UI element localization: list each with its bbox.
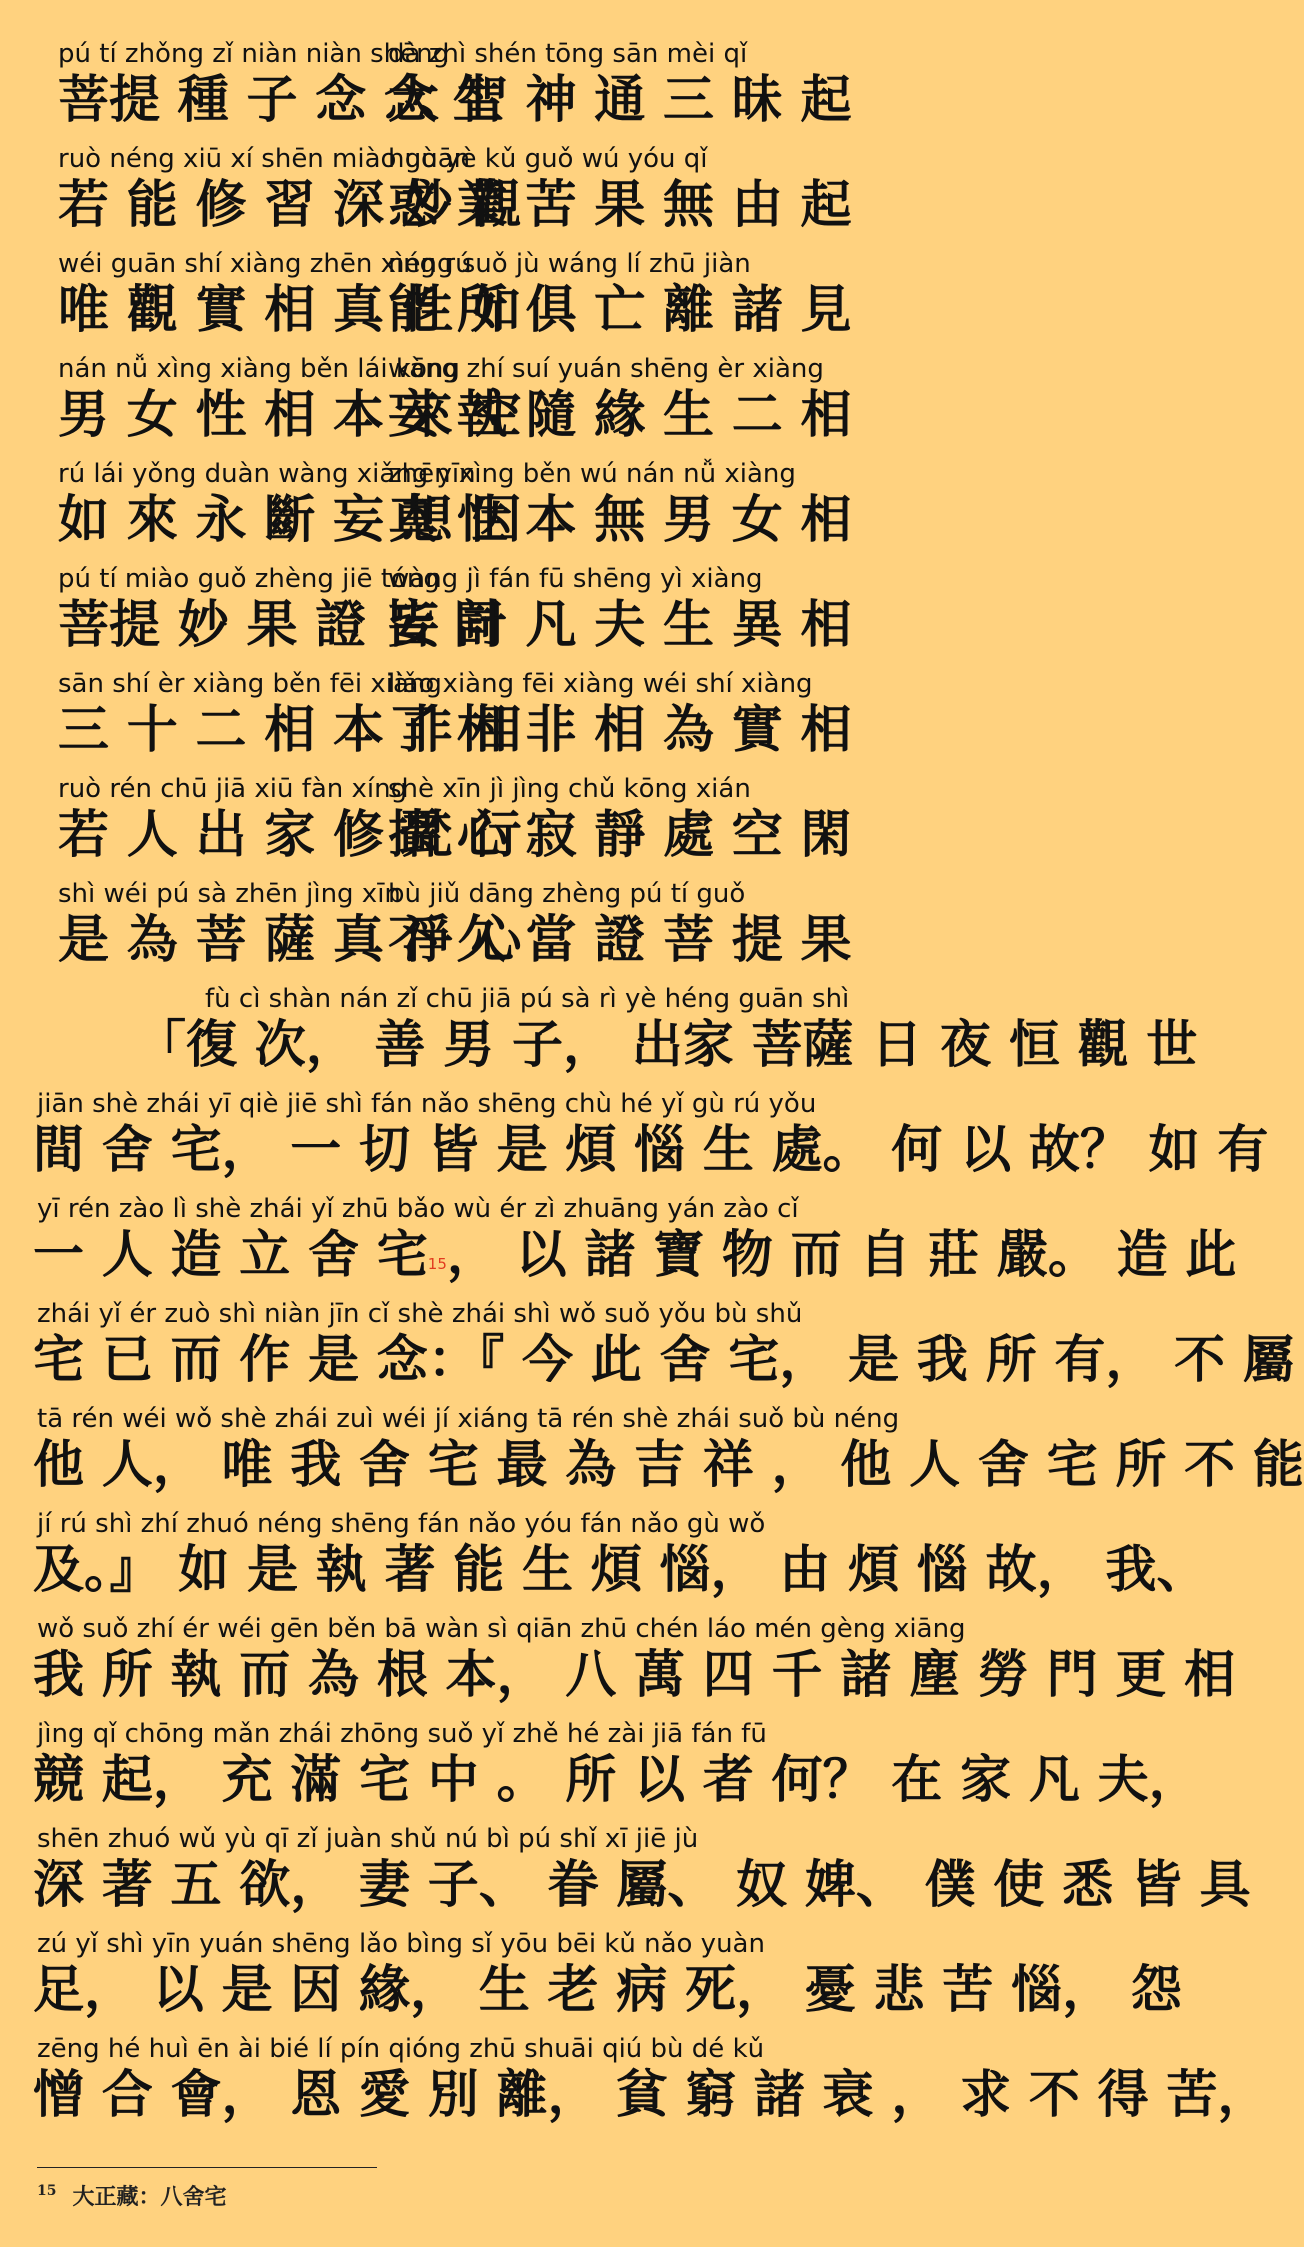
pinyin: jí rú shì zhí zhuó néng shēng fán nǎo yóu fán nǎo gù wǒ (37, 1509, 766, 1539)
pinyin-right: zhēn xìng běn wú nán nǚ xiàng (388, 459, 796, 489)
pinyin-left: pú tí zhǒng zǐ niàn niàn shēng (58, 39, 450, 69)
pinyin-right: bù jiǔ dāng zhèng pú tí guǒ (388, 879, 746, 909)
verse-line (0, 874, 1080, 979)
pinyin-left: sān shí èr xiàng běn fēi xiàng (58, 669, 442, 699)
hanzi: 間 舍 宅， 一 切 皆 是 煩 惱 生 處。 何 以 故？ 如 有 (33, 1121, 1269, 1180)
pinyin-right: wàng zhí suí yuán shēng èr xiàng (388, 354, 824, 384)
hanzi: 我 所 執 而 為 根 本， 八 萬 四 千 諸 塵 勞 門 更 相 (33, 1646, 1236, 1705)
hanzi-left: 菩提 種 子 念 念 生 (58, 71, 504, 130)
hanzi-right: 惑 業 苦 果 無 由 起 (388, 176, 852, 235)
hanzi: 深 著 五 欲， 妻 子、 眷 屬、 奴 婢、 僕 使 悉 皆 具 (33, 1856, 1251, 1915)
hanzi-left: 男 女 性 相 本 來 空 (58, 386, 522, 445)
hanzi: 足， 以 是 因 緣， 生 老 病 死， 憂 悲 苦 惱， 怨 (33, 1961, 1182, 2020)
pinyin: fù cì shàn nán zǐ chū jiā pú sà rì yè héng guān shì (205, 984, 850, 1014)
pinyin: jìng qǐ chōng mǎn zhái zhōng suǒ yǐ zhě hé zài jiā fán fū (37, 1719, 767, 1749)
prose-line (0, 1504, 1208, 1609)
pinyin: zēng hé huì ēn ài bié lí pín qióng zhū shuāi qiú bù dé kǔ (37, 2034, 765, 2064)
verse-line (0, 664, 1080, 769)
hanzi-left: 若 能 修 習 深 妙 觀 (58, 176, 522, 235)
pinyin-right: dà zhì shén tōng sān mèi qǐ (388, 39, 748, 69)
hanzi: 及。』 如 是 執 著 能 生 煩 惱， 由 煩 惱 故， 我、 (33, 1541, 1208, 1600)
pinyin-left: wéi guān shí xiàng zhēn xìng rú (58, 249, 472, 279)
pinyin-right: liǎo xiàng fēi xiàng wéi shí xiàng (388, 669, 813, 699)
pinyin: zú yǐ shì yīn yuán shēng lǎo bìng sǐ yōu bēi kǔ nǎo yuàn (37, 1929, 765, 1959)
prose-line (0, 1714, 1200, 1819)
pinyin-left: rú lái yǒng duàn wàng xiǎng yīn (58, 459, 476, 489)
prose-line (0, 1399, 1304, 1504)
hanzi-right: 攝 心 寂 靜 處 空 閑 (388, 806, 852, 865)
hanzi-part: ， 以 諸 寶 物 而 自 莊 嚴。 造 此 (446, 1226, 1237, 1285)
hanzi: 憎 合 會， 恩 愛 別 離， 貧 窮 諸 衰 ， 求 不 得 苦， (33, 2066, 1269, 2125)
hanzi-right: 妄 執 隨 緣 生 二 相 (388, 386, 852, 445)
pinyin: tā rén wéi wǒ shè zhái zuì wéi jí xiáng tā rén shè zhái suǒ bù néng (37, 1404, 900, 1434)
verse-line (0, 559, 1080, 664)
hanzi-right: 真 性 本 無 男 女 相 (388, 491, 852, 550)
hanzi: 「復 次， 善 男 子， 出家 菩薩 日 夜 恒 觀 世 (135, 1016, 1198, 1075)
pinyin: zhái yǐ ér zuò shì niàn jīn cǐ shè zhái shì wǒ suǒ yǒu bù shǔ (37, 1299, 803, 1329)
hanzi: 競 起， 充 滿 宅 中 。 所 以 者 何？ 在 家 凡 夫， (33, 1751, 1200, 1810)
hanzi-left: 三 十 二 相 本 非 相 (58, 701, 522, 760)
hanzi-part: 一 人 造 立 舍 宅 (33, 1226, 428, 1285)
pinyin-right: néng suǒ jù wáng lí zhū jiàn (388, 249, 751, 279)
prose-line (0, 1609, 1236, 1714)
prose-line (0, 1819, 1251, 1924)
pinyin: yī rén zào lì shè zhái yǐ zhū bǎo wù ér zì zhuāng yán zào cǐ (37, 1194, 799, 1224)
footnote-ref[interactable]: 15 (427, 1255, 447, 1273)
pinyin-right: shè xīn jì jìng chǔ kōng xián (388, 774, 751, 804)
pinyin: wǒ suǒ zhí ér wéi gēn běn bā wàn sì qiān zhū chén láo mén gèng xiāng (37, 1614, 966, 1644)
hanzi (33, 1221, 1236, 1291)
verse-line (0, 769, 1080, 874)
verse-line (0, 139, 1080, 244)
pinyin-left: ruò néng xiū xí shēn miào guān (58, 144, 471, 174)
pinyin: shēn zhuó wǔ yù qī zǐ juàn shǔ nú bì pú shǐ xī jiē jù (37, 1824, 699, 1854)
footnote-number: 15 (37, 2183, 57, 2199)
hanzi-left: 若 人 出 家 修 梵 行 (58, 806, 522, 865)
pinyin-left: shì wéi pú sà zhēn jìng xīn (58, 879, 401, 909)
verse-line (0, 454, 1080, 559)
hanzi-right: 不 久 當 證 菩 提 果 (388, 911, 852, 970)
hanzi-right: 能 所 俱 亡 離 諸 見 (388, 281, 852, 340)
pinyin-left: nán nǚ xìng xiàng běn lái kōng (58, 354, 460, 384)
verse-line (0, 34, 1080, 139)
hanzi: 他 人， 唯 我 舍 宅 最 為 吉 祥 ， 他 人 舍 宅 所 不 能 (33, 1436, 1304, 1495)
hanzi: 宅 已 而 作 是 念：『 今 此 舍 宅， 是 我 所 有， 不 屬 (33, 1331, 1294, 1390)
hanzi-left: 如 來 永 斷 妄 想 因 (58, 491, 522, 550)
verse-line (0, 349, 1080, 454)
hanzi-right: 大 智 神 通 三 昧 起 (388, 71, 852, 130)
hanzi-left: 唯 觀 實 相 真 性 如 (58, 281, 522, 340)
prose-line (0, 2029, 1269, 2134)
pinyin-left: pú tí miào guǒ zhèng jiē tóng (58, 564, 440, 594)
hanzi-right: 了 相 非 相 為 實 相 (388, 701, 852, 760)
prose-line (0, 1189, 1237, 1294)
pinyin-left: ruò rén chū jiā xiū fàn xíng (58, 774, 408, 804)
pinyin-right: huò yè kǔ guǒ wú yóu qǐ (388, 144, 708, 174)
footnote-divider (37, 2167, 377, 2168)
hanzi-left: 菩提 妙 果 證 皆 同 (58, 596, 504, 655)
hanzi-right: 妄 計 凡 夫 生 異 相 (388, 596, 852, 655)
prose-line (0, 1294, 1294, 1399)
verse-line (0, 244, 1080, 349)
prose-line (0, 1084, 1269, 1189)
pinyin-right: wàng jì fán fū shēng yì xiàng (388, 564, 763, 594)
footnote (37, 2177, 227, 2217)
prose-line (0, 1924, 1182, 2029)
pinyin: jiān shè zhái yī qiè jiē shì fán nǎo shēng chù hé yǐ gù rú yǒu (37, 1089, 817, 1119)
footnote-text: 大正藏：八舍宅 (72, 2184, 227, 2210)
prose-line (0, 979, 1198, 1084)
hanzi-left: 是 為 菩 薩 真 淨 心 (58, 911, 522, 970)
